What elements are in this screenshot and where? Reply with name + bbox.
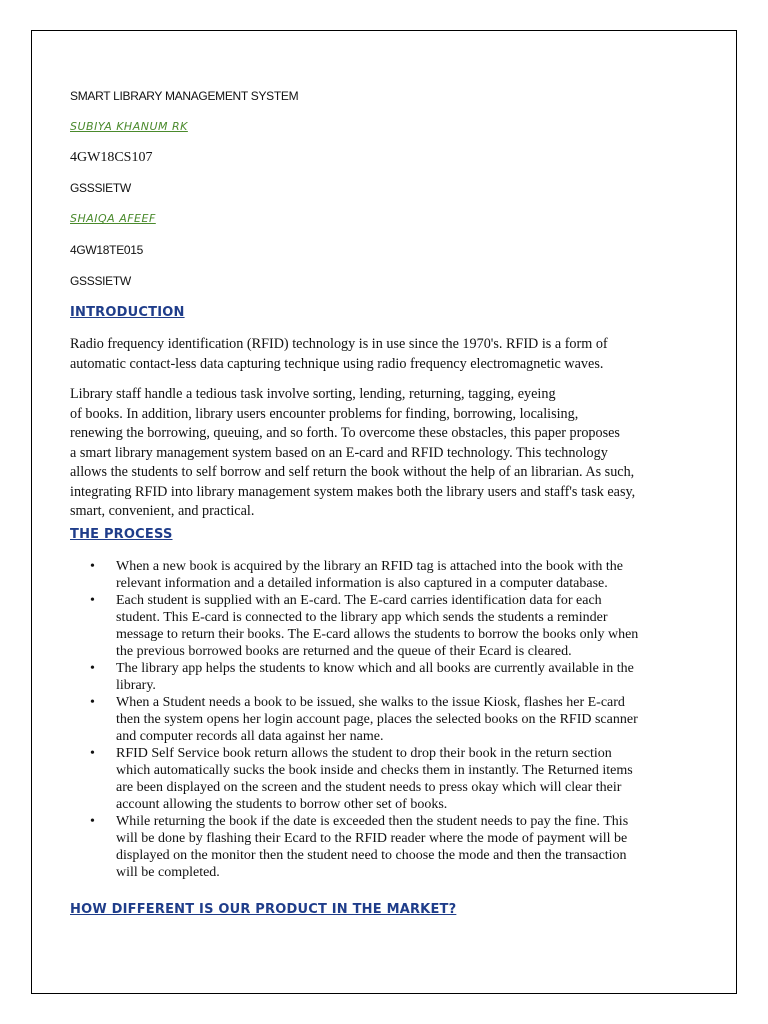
text-line: When a new book is acquired by the library an RFID tag is attached into the book with the <box>116 559 623 574</box>
text-line: of books. In addition, library users encounter problems for finding, borrowing, localising, <box>70 405 579 422</box>
text-line: While returning the book if the date is exceeded then the student needs to pay the fine. This <box>116 814 629 829</box>
text-line: then the system opens her login account page, places the selected books on the RFID scanner <box>116 712 638 727</box>
text-line: will be done by flashing their Ecard to the RFID reader where the mode of payment will be <box>116 831 628 846</box>
author1-name: SUBIYA KHANUM RK <box>70 120 188 133</box>
market-heading: HOW DIFFERENT IS OUR PRODUCT IN THE MARKET? <box>70 902 457 917</box>
author2-college: GSSSIETW <box>70 274 131 288</box>
bullet-icon: • <box>90 746 95 761</box>
text-line: allows the students to self borrow and self return the book without the help of an librarian. As such, <box>70 464 635 480</box>
text-line: automatic contact-less data capturing technique using radio frequency electromagnetic waves. <box>70 355 604 372</box>
text-line: The library app helps the students to know which and all books are currently available in the <box>116 661 634 676</box>
text-line: relevant information and a detailed information is also captured in a computer database. <box>116 576 608 591</box>
text-line: Library staff handle a tedious task involve sorting, lending, returning, tagging, eyeing <box>70 386 556 402</box>
list-item <box>70 745 710 813</box>
bullet-icon: • <box>90 593 95 608</box>
text-line: a smart library management system based on an E-card and RFID technology. This technology <box>70 444 608 461</box>
list-item <box>70 592 710 660</box>
text-line: Radio frequency identification (RFID) technology is in use since the 1970's. RFID is a form of <box>70 336 608 352</box>
document-title: SMART LIBRARY MANAGEMENT SYSTEM <box>70 89 299 103</box>
introduction-heading: INTRODUCTION <box>70 305 185 320</box>
process-heading: THE PROCESS <box>70 527 173 542</box>
text-line: which automatically sucks the book inside and checks them in instantly. The Returned items <box>116 763 633 778</box>
text-line: are been displayed on the screen and the student needs to press okay which will clear their <box>116 780 622 795</box>
text-line: integrating RFID into library management system makes both the library users and staff's task easy, <box>70 483 636 500</box>
author1-college: GSSSIETW <box>70 181 131 195</box>
text-line: account allowing the students to borrow other set of books. <box>116 797 448 812</box>
bullet-icon: • <box>90 661 95 676</box>
bullet-icon: • <box>90 695 95 710</box>
list-item <box>70 694 710 745</box>
author2-id: 4GW18TE015 <box>70 243 144 257</box>
text-line: RFID Self Service book return allows the student to drop their book in the return section <box>116 746 612 761</box>
text-line: the previous borrowed books are returned and the queue of their Ecard is cleared. <box>116 644 572 659</box>
text-line: will be completed. <box>116 865 220 880</box>
introduction-paragraph-1 <box>70 335 700 374</box>
text-line: renewing the borrowing, queuing, and so forth. To overcome these obstacles, this paper proposes <box>70 425 620 441</box>
bullet-icon: • <box>90 814 95 829</box>
author1-id: 4GW18CS107 <box>70 150 153 165</box>
list-item <box>70 813 710 881</box>
bullet-icon: • <box>90 559 95 574</box>
text-line: library. <box>116 678 156 693</box>
author2-name: SHAIQA AFEEF <box>70 212 156 225</box>
text-line: and computer records all data against her name. <box>116 729 384 744</box>
list-item <box>70 558 710 592</box>
text-line: smart, convenient, and practical. <box>70 503 255 519</box>
list-item <box>70 660 710 694</box>
text-line: student. This E-card is connected to the library app which sends the students a reminder <box>116 610 608 625</box>
text-line: Each student is supplied with an E-card. The E-card carries identification data for each <box>116 593 602 608</box>
process-list <box>70 558 710 881</box>
text-line: When a Student needs a book to be issued, she walks to the issue Kiosk, flashes her E-card <box>116 695 625 710</box>
introduction-paragraph-2 <box>70 385 700 522</box>
text-line: message to return their books. The E-card allows the students to borrow the books only when <box>116 627 639 642</box>
text-line: displayed on the monitor then the student need to choose the mode and then the transaction <box>116 848 627 863</box>
